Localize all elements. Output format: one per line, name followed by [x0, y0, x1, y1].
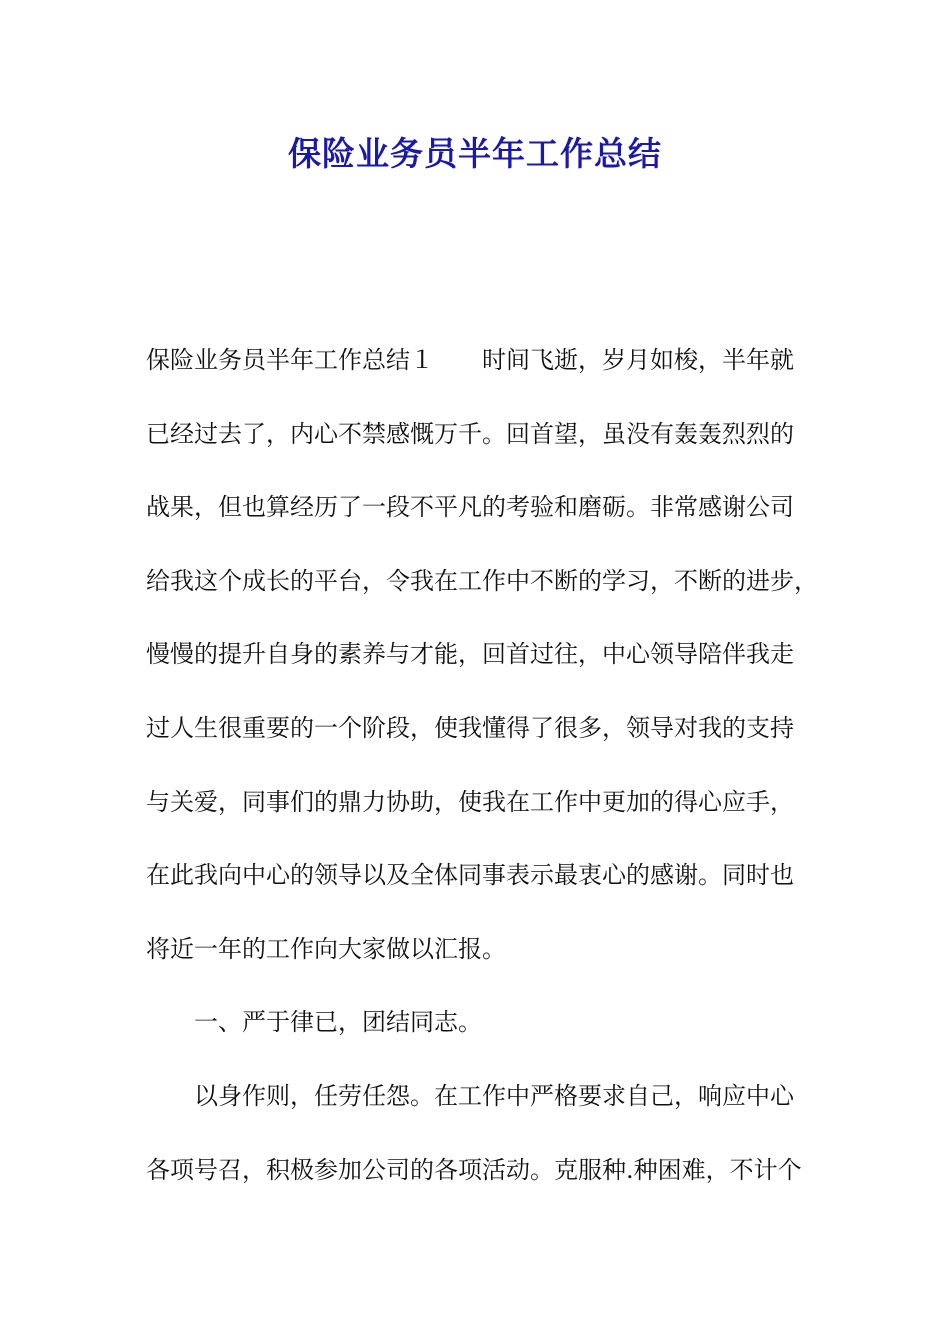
paragraph-line: 以身作则，任劳任怨。在工作中严格要求自己，响应中心	[194, 1081, 794, 1110]
inline-section-heading: 保险业务员半年工作总结１	[146, 346, 434, 374]
paragraph-line: 在此我向中心的领导以及全体同事表示最衷心的感谢。同时也	[146, 861, 794, 890]
paragraph-line: 慢慢的提升自身的素养与才能，回首过往，中心领导陪伴我走	[146, 640, 794, 669]
paragraph-line: 战果，但也算经历了一段不平凡的考验和磨砺。非常感谢公司	[146, 493, 794, 522]
paragraph-line: 与关爱，同事们的鼎力协助，使我在工作中更加的得心应手，	[146, 787, 794, 816]
paragraph-text: 时间飞逝，岁月如梭，半年就	[482, 346, 794, 374]
paragraph-line	[146, 336, 826, 410]
paragraph-line: 各项号召，积极参加公司的各项活动。克服种.种困难，不计个	[146, 1155, 802, 1184]
document-body	[146, 336, 826, 1219]
paragraph-line: 给我这个成长的平台，令我在工作中不断的学习，不断的进步，	[146, 566, 818, 595]
paragraph-line: 将近一年的工作向大家做以汇报。	[146, 934, 506, 963]
section-heading: 一、严于律已，团结同志。	[194, 1008, 482, 1037]
document-title: 保险业务员半年工作总结	[288, 134, 662, 173]
paragraph-line: 已经过去了，内心不禁感慨万千。回首望，虽没有轰轰烈烈的	[146, 419, 794, 448]
paragraph-line: 过人生很重要的一个阶段，使我懂得了很多，领导对我的支持	[146, 713, 794, 742]
